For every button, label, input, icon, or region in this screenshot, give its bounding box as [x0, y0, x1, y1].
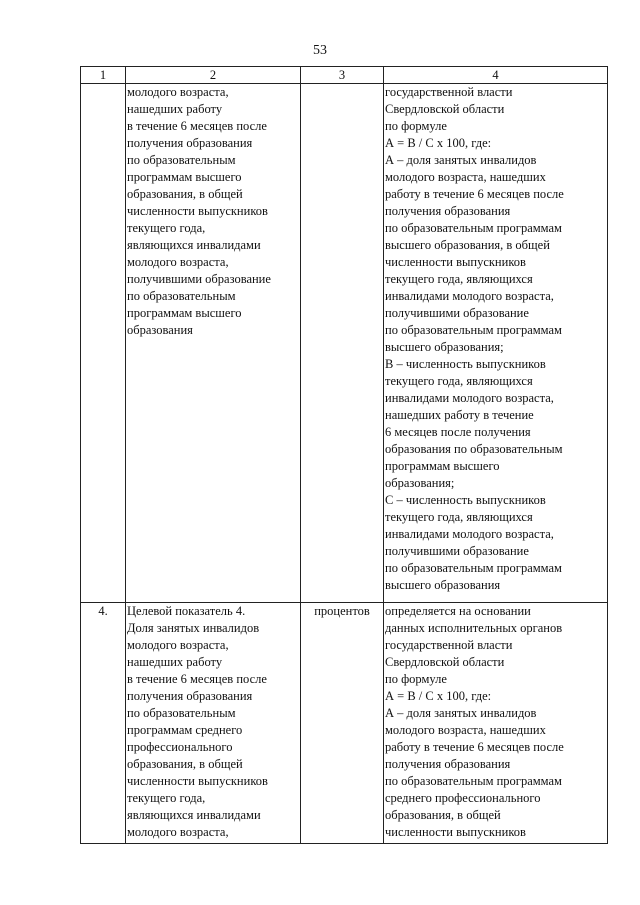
table-row — [81, 603, 608, 844]
text-line: численности выпускников — [385, 825, 526, 839]
text-line: А – доля занятых инвалидов — [385, 153, 537, 167]
text-line: по образовательным — [127, 706, 236, 720]
text-line: по образовательным — [127, 153, 236, 167]
text-line: программам высшего — [127, 170, 242, 184]
text-line: молодого возраста, — [127, 255, 229, 269]
text-line: по формуле — [385, 672, 447, 686]
method-cell — [384, 84, 608, 603]
unit-cell: процентов — [301, 603, 384, 844]
text-line: образования, в общей — [127, 187, 243, 201]
text-line: среднего профессионального — [385, 791, 541, 805]
text-line: работу в течение 6 месяцев после — [385, 740, 564, 754]
header-cell: 1 — [81, 67, 126, 84]
text-line: С – численность выпускников — [385, 493, 546, 507]
text-line: по образовательным программам — [385, 561, 562, 575]
text-line: высшего образования, в общей — [385, 238, 550, 252]
text-line: получения образования — [127, 689, 253, 703]
text-line: Доля занятых инвалидов — [127, 621, 260, 635]
text-line: нашедших работу — [127, 655, 223, 669]
text-line: текущего года, являющихся — [385, 272, 533, 286]
header-cell: 4 — [384, 67, 608, 84]
text-line: работу в течение 6 месяцев после — [385, 187, 564, 201]
header-cell: 3 — [301, 67, 384, 84]
row-number-cell: 4. — [81, 603, 126, 844]
text-line: по образовательным — [127, 289, 236, 303]
text-line: являющихся инвалидами — [127, 808, 261, 822]
text-line: государственной власти — [385, 638, 513, 652]
text-line: высшего образования — [385, 578, 501, 592]
text-line: получения образования — [127, 136, 253, 150]
table-row — [81, 84, 608, 603]
text-line: профессионального — [127, 740, 233, 754]
text-line: А = В / С х 100, где: — [385, 689, 492, 703]
method-cell — [384, 603, 608, 844]
text-line: программам высшего — [127, 306, 242, 320]
text-line: 6 месяцев после получения — [385, 425, 531, 439]
indicator-name-cell — [126, 84, 301, 603]
text-line: молодого возраста, — [127, 85, 229, 99]
text-line: В – численность выпускников — [385, 357, 546, 371]
text-line: высшего образования; — [385, 340, 504, 354]
text-line: определяется на основании — [385, 604, 531, 618]
text-line: нашедших работу — [127, 102, 223, 116]
text-line: текущего года, — [127, 791, 206, 805]
text-line: молодого возраста, нашедших — [385, 723, 546, 737]
text-line: инвалидами молодого возраста, — [385, 391, 554, 405]
indicators-table — [80, 66, 608, 844]
text-line: А – доля занятых инвалидов — [385, 706, 537, 720]
header-cell: 2 — [126, 67, 301, 84]
text-line: численности выпускников — [385, 255, 526, 269]
text-line: программам высшего — [385, 459, 500, 473]
text-line: численности выпускников — [127, 204, 268, 218]
text-line: численности выпускников — [127, 774, 268, 788]
text-line: образования — [127, 323, 193, 337]
text-line: образования, в общей — [127, 757, 243, 771]
table-header-row — [81, 67, 608, 84]
text-line: государственной власти — [385, 85, 513, 99]
indicator-name-cell — [126, 603, 301, 844]
text-line: получившими образование — [127, 272, 271, 286]
text-line: в течение 6 месяцев после — [127, 119, 267, 133]
text-line: Целевой показатель 4. — [127, 604, 246, 618]
text-line: получения образования — [385, 757, 511, 771]
text-line: молодого возраста, — [127, 825, 229, 839]
text-line: нашедших работу в течение — [385, 408, 534, 422]
text-line: являющихся инвалидами — [127, 238, 261, 252]
text-line: Свердловской области — [385, 102, 505, 116]
text-line: молодого возраста, нашедших — [385, 170, 546, 184]
text-line: текущего года, являющихся — [385, 510, 533, 524]
text-line: данных исполнительных органов — [385, 621, 563, 635]
text-line: по формуле — [385, 119, 447, 133]
text-line: по образовательным программам — [385, 323, 562, 337]
text-line: инвалидами молодого возраста, — [385, 527, 554, 541]
text-line: молодого возраста, — [127, 638, 229, 652]
text-line: инвалидами молодого возраста, — [385, 289, 554, 303]
text-line: текущего года, являющихся — [385, 374, 533, 388]
text-line: образования; — [385, 476, 455, 490]
text-line: текущего года, — [127, 221, 206, 235]
text-line: получения образования — [385, 204, 511, 218]
row-number-cell — [81, 84, 126, 603]
text-line: получившими образование — [385, 306, 529, 320]
page-number: 53 — [313, 43, 327, 58]
unit-cell — [301, 84, 384, 603]
text-line: программам среднего — [127, 723, 243, 737]
text-line: по образовательным программам — [385, 774, 562, 788]
text-line: образования, в общей — [385, 808, 501, 822]
text-line: образования по образовательным — [385, 442, 563, 456]
text-line: получившими образование — [385, 544, 529, 558]
text-line: Свердловской области — [385, 655, 505, 669]
text-line: в течение 6 месяцев после — [127, 672, 267, 686]
text-line: по образовательным программам — [385, 221, 562, 235]
text-line: А = В / С х 100, где: — [385, 136, 492, 150]
